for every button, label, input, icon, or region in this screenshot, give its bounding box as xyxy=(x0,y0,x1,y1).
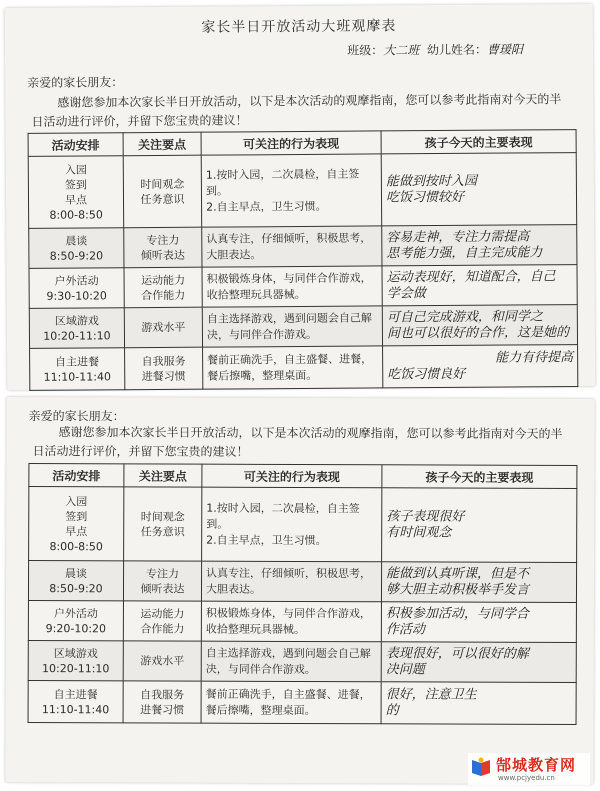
intro-text xyxy=(31,90,575,132)
handwritten-comment xyxy=(381,682,576,725)
behavior-line: 收拾整理玩具器械。 xyxy=(206,287,306,302)
behavior-cell xyxy=(202,487,382,562)
activity-name: 入园 xyxy=(65,494,88,508)
activity-cell xyxy=(30,348,125,391)
class-and-name-line xyxy=(347,40,523,58)
focus-item: 合作能力 xyxy=(140,621,185,636)
activity-cell xyxy=(29,487,124,561)
child-name-label: 幼儿姓名： xyxy=(426,42,488,58)
focus-cell xyxy=(124,267,202,308)
table-header-row xyxy=(29,464,577,489)
focus-cell xyxy=(125,347,203,390)
table-row xyxy=(28,153,576,229)
behavior-cell xyxy=(203,346,383,389)
behavior-cell xyxy=(201,561,381,602)
activity-name: 签到 xyxy=(64,177,87,192)
activity-name: 入园 xyxy=(64,162,87,177)
focus-item: 倾听表达 xyxy=(140,248,185,262)
behavior-line: 认真专注，仔细倾听，积极思考， xyxy=(206,231,372,246)
comment-line: 运动表现好，知道配合，自己 xyxy=(386,268,556,285)
observation-form-photo-1 xyxy=(5,4,596,390)
focus-item: 时间观念 xyxy=(140,509,185,524)
comment-line: 吃饭习惯良好 xyxy=(387,366,466,382)
intro-line-1: 感谢您参加本次家长半日开放活动，以下是本次活动的观摩指南，您可以参考此指南对今天的半 xyxy=(57,92,562,110)
focus-cell xyxy=(123,155,202,228)
comment-line: 能做到按时入园 xyxy=(385,173,477,189)
class-label: 班级： xyxy=(347,43,384,58)
activity-name: 户外活动 xyxy=(54,273,99,288)
focus-item: 进餐习惯 xyxy=(140,702,185,717)
form-title: 家长半日开放活动大班观摩表 xyxy=(201,18,397,36)
activity-time: 11:10-11:40 xyxy=(43,369,111,384)
behavior-line: 餐后擦嘴，整理桌面。 xyxy=(207,368,318,383)
activity-name: 区域游戏 xyxy=(54,313,99,328)
activity-cell xyxy=(28,561,123,601)
table-row xyxy=(28,681,576,725)
focus-item: 专注力 xyxy=(146,233,180,247)
observation-table xyxy=(28,463,578,725)
comment-line: 够大胆主动积极举手发言 xyxy=(385,581,530,598)
behavior-line: 决，与同伴合作游戏。 xyxy=(206,327,318,342)
activity-time: 9:20-10:20 xyxy=(45,621,107,635)
activity-time: 11:10-11:40 xyxy=(41,702,110,716)
behavior-line: 收拾整理玩具器械。 xyxy=(205,622,305,636)
activity-cell xyxy=(28,641,123,681)
comment-line: 容易走神，专注力需提高 xyxy=(386,228,530,245)
intro-line-2: 日活动进行评价，并留下您宝贵的建议！ xyxy=(31,113,248,129)
activity-cell xyxy=(29,268,124,309)
handwritten-comment xyxy=(382,225,577,266)
focus-cell xyxy=(124,227,202,268)
intro-line-2: 日活动进行评价，并留下您宝贵的建议！ xyxy=(32,444,249,459)
focus-item: 进餐习惯 xyxy=(141,369,186,383)
comment-line: 吃饭习惯较好 xyxy=(385,189,465,205)
focus-cell xyxy=(124,487,202,561)
comment-line: 能做到认真听课，但是不 xyxy=(386,565,530,582)
activity-time: 8:00-8:50 xyxy=(49,539,103,553)
activity-time: 8:50-9:20 xyxy=(49,248,104,263)
behavior-line: 决，与同伴合作游戏。 xyxy=(205,662,316,676)
comment-line: 积极参加活动，与同学合 xyxy=(385,605,529,622)
behavior-line: 餐前正确洗手，自主盛餐、进餐， xyxy=(207,352,373,367)
activity-name: 晨谈 xyxy=(65,233,88,248)
focus-cell xyxy=(123,561,201,601)
observation-form-photo-2 xyxy=(5,397,594,784)
table-row xyxy=(29,225,577,269)
behavior-line: 1.按时入园，二次晨检，自主签到。 xyxy=(206,501,360,531)
observation-table xyxy=(28,129,579,391)
behavior-cell xyxy=(201,154,381,227)
comment-line: 决问题 xyxy=(385,661,425,677)
focus-cell xyxy=(123,681,201,723)
header-focus: 关注要点 xyxy=(124,464,202,487)
focus-item: 任务意识 xyxy=(140,524,185,539)
focus-item: 合作能力 xyxy=(141,288,186,302)
intro-text xyxy=(32,423,576,463)
handwritten-comment xyxy=(383,345,578,388)
handwritten-comment xyxy=(381,602,576,643)
focus-item: 运动能力 xyxy=(141,273,186,287)
table-row xyxy=(29,305,577,349)
site-watermark xyxy=(468,753,590,785)
focus-item: 自我服务 xyxy=(141,354,186,368)
behavior-line: 自主选择游戏，遇到问题会自己解 xyxy=(206,311,372,326)
comment-line: 有时间观念 xyxy=(386,524,452,541)
comment-line: 可自己完成游戏，和同学之 xyxy=(386,308,543,325)
book-logo-icon xyxy=(470,756,492,778)
behavior-cell xyxy=(202,306,382,347)
watermark-url: www.pcjyedu.cn xyxy=(498,774,555,782)
intro-line-1: 感谢您参加本次家长半日开放活动，以下是本次活动的观摩指南，您可以参考此指南对今天的半 xyxy=(58,425,563,441)
watermark-name: 郜城教育网 xyxy=(496,756,577,774)
behavior-line: 积极锻炼身体，与同伴合作游戏， xyxy=(206,271,372,286)
activity-time: 8:50-9:20 xyxy=(49,581,103,595)
comment-line: 学会做 xyxy=(386,285,426,301)
behavior-line: 2.自主早点，卫生习惯。 xyxy=(206,199,327,214)
focus-item: 自我服务 xyxy=(140,687,185,702)
greeting: 亲爱的家长朋友： xyxy=(27,75,124,90)
table-row xyxy=(29,265,577,309)
child-name-value: 曹瑗阳 xyxy=(486,42,524,57)
behavior-cell xyxy=(202,266,382,307)
header-activity: 活动安排 xyxy=(29,464,124,487)
behavior-cell xyxy=(202,226,382,267)
header-focus: 关注要点 xyxy=(123,132,201,156)
handwritten-comment xyxy=(381,153,576,226)
handwritten-comment xyxy=(381,642,576,683)
behavior-cell xyxy=(201,641,381,682)
comment-line: 作活动 xyxy=(385,621,425,637)
activity-cell xyxy=(28,601,123,641)
focus-item: 运动能力 xyxy=(140,606,185,621)
table-row xyxy=(28,641,576,683)
activity-name: 区域游戏 xyxy=(53,646,98,660)
focus-item: 游戏水平 xyxy=(141,320,186,335)
comment-line: 孩子表现很好 xyxy=(386,508,465,525)
activity-name: 签到 xyxy=(65,509,88,523)
table-row xyxy=(30,345,578,391)
activity-cell xyxy=(28,681,123,723)
activity-name: 早点 xyxy=(64,192,88,207)
focus-cell xyxy=(124,307,202,348)
handwritten-comment xyxy=(382,488,577,563)
table-row xyxy=(29,487,577,563)
behavior-line: 认真专注，仔细倾听，积极思考， xyxy=(206,566,372,580)
handwritten-comment xyxy=(382,305,577,346)
activity-name: 自主进餐 xyxy=(53,687,98,701)
comment-line: 间也可以很好的合作，这是她的 xyxy=(386,324,570,341)
activity-cell xyxy=(29,308,124,349)
activity-name: 自主进餐 xyxy=(55,354,100,369)
activity-cell xyxy=(28,156,124,229)
focus-item: 专注力 xyxy=(146,566,180,581)
focus-cell xyxy=(123,641,201,681)
behavior-line: 2.自主早点，卫生习惯。 xyxy=(206,533,327,547)
activity-time: 10:20-11:10 xyxy=(42,661,110,675)
behavior-line: 1.按时入园，二次晨检，自主签到。 xyxy=(205,167,360,198)
header-performance: 孩子今天的主要表现 xyxy=(381,130,576,154)
behavior-line: 大胆表达。 xyxy=(205,582,262,596)
greeting: 亲爱的家长朋友： xyxy=(28,409,125,424)
table-row xyxy=(28,561,576,603)
header-behavior: 可关注的行为表现 xyxy=(201,131,381,155)
class-value: 大二班 xyxy=(383,43,420,58)
activity-cell xyxy=(29,228,124,269)
focus-cell xyxy=(123,601,201,641)
activity-time: 9:30-10:20 xyxy=(46,288,107,303)
activity-name: 户外活动 xyxy=(53,606,98,620)
behavior-cell xyxy=(201,601,381,642)
comment-line: 的 xyxy=(385,702,399,718)
behavior-cell xyxy=(201,681,381,724)
activity-time: 8:00-8:50 xyxy=(49,207,103,222)
activity-name: 早点 xyxy=(65,524,88,538)
comment-line: 很好，注意卫生 xyxy=(385,686,477,703)
behavior-line: 餐前正确洗手，自主盛餐、进餐， xyxy=(205,687,371,701)
focus-item: 时间观念 xyxy=(140,177,185,191)
activity-name: 晨谈 xyxy=(65,566,88,580)
table-row xyxy=(28,601,576,643)
header-activity: 活动安排 xyxy=(28,133,123,157)
header-performance: 孩子今天的主要表现 xyxy=(382,465,577,489)
behavior-line: 大胆表达。 xyxy=(206,247,262,262)
comment-line: 表现很好，可以很好的解 xyxy=(385,645,529,662)
comment-line: 思考能力强，自主完成能力 xyxy=(386,244,543,261)
focus-item: 任务意识 xyxy=(140,192,185,206)
header-behavior: 可关注的行为表现 xyxy=(202,464,382,488)
activity-time: 10:20-11:10 xyxy=(43,328,111,343)
handwritten-comment xyxy=(382,265,577,306)
behavior-line: 自主选择游戏，遇到问题会自己解 xyxy=(205,646,371,660)
focus-item: 倾听表达 xyxy=(140,581,185,596)
comment-line: 能力有待提高 xyxy=(495,349,574,366)
behavior-line: 餐后擦嘴，整理桌面。 xyxy=(205,703,316,717)
handwritten-comment xyxy=(381,562,576,603)
focus-item: 游戏水平 xyxy=(140,654,185,668)
behavior-line: 积极锻炼身体，与同伴合作游戏， xyxy=(205,606,371,620)
